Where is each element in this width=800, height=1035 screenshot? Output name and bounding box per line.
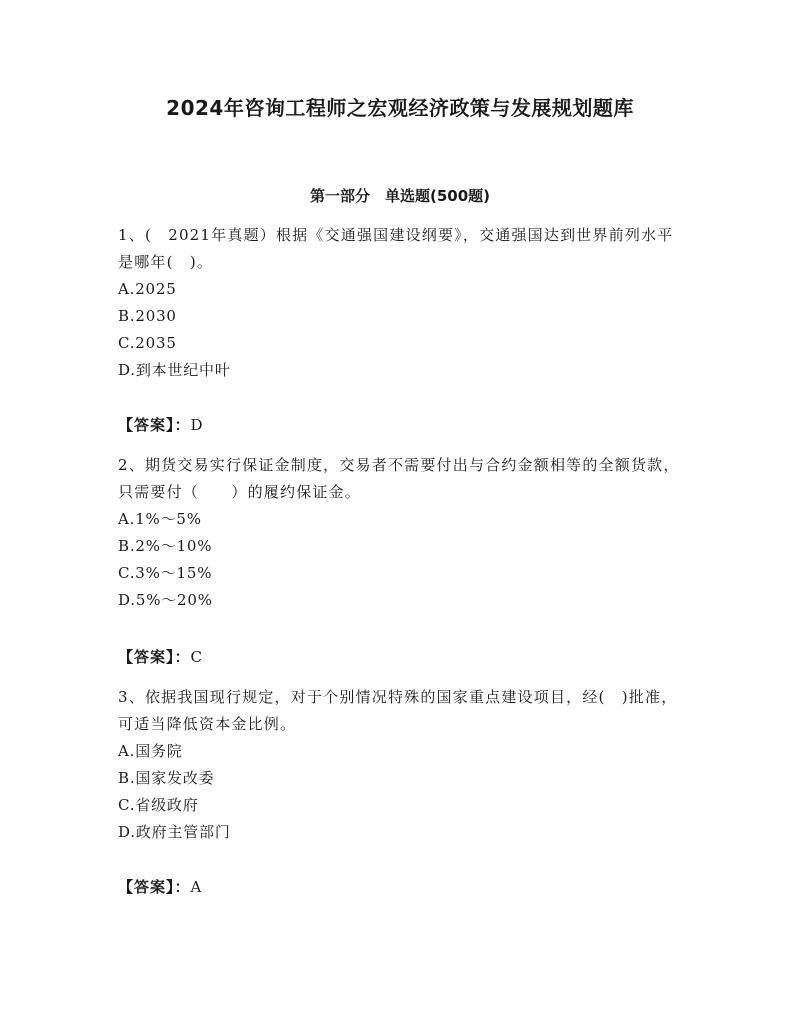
answer-label: 【答案】： [118,648,191,666]
question-2 [118,452,683,614]
document-title: 2024年咨询工程师之宏观经济政策与发展规划题库 [166,96,634,120]
answer-value: C [190,648,203,666]
question-stem: 3、依据我国现行规定，对于个别情况特殊的国家重点建设项目，经( )批准，可适当降低资本金比例。 [118,688,678,733]
answer-value: D [190,416,204,434]
answer-3 [118,874,202,901]
option-b: B.2030 [118,307,177,325]
answer-1 [118,412,204,439]
answer-value: A [190,878,203,896]
option-list [118,738,683,846]
answer-2 [118,644,203,671]
section-title: 第一部分 单选题(500题) [309,187,491,205]
option-b: B.2%～10% [118,537,213,555]
option-d: D.政府主管部门 [118,823,231,841]
question-3 [118,684,683,846]
option-list [118,506,683,614]
question-stem: 2、期货交易实行保证金制度，交易者不需要付出与合约金额相等的全额货款，只需要付（ ）的履约保证金。 [118,456,680,501]
option-b: B.国家发改委 [118,769,215,787]
option-a: A.国务院 [118,742,183,760]
option-c: C.2035 [118,334,177,352]
answer-label: 【答案】： [118,416,191,434]
option-d: D.5%～20% [118,591,213,609]
option-list [118,276,683,384]
answer-label: 【答案】： [118,878,191,896]
option-c: C.省级政府 [118,796,199,814]
option-a: A.1%～5% [118,510,202,528]
option-a: A.2025 [118,280,177,298]
option-c: C.3%～15% [118,564,213,582]
option-d: D.到本世纪中叶 [118,361,231,379]
question-1 [118,222,683,384]
question-stem: 1、( 2021年真题）根据《交通强国建设纲要》，交通强国达到世界前列水平是哪年( )。 [118,226,674,271]
